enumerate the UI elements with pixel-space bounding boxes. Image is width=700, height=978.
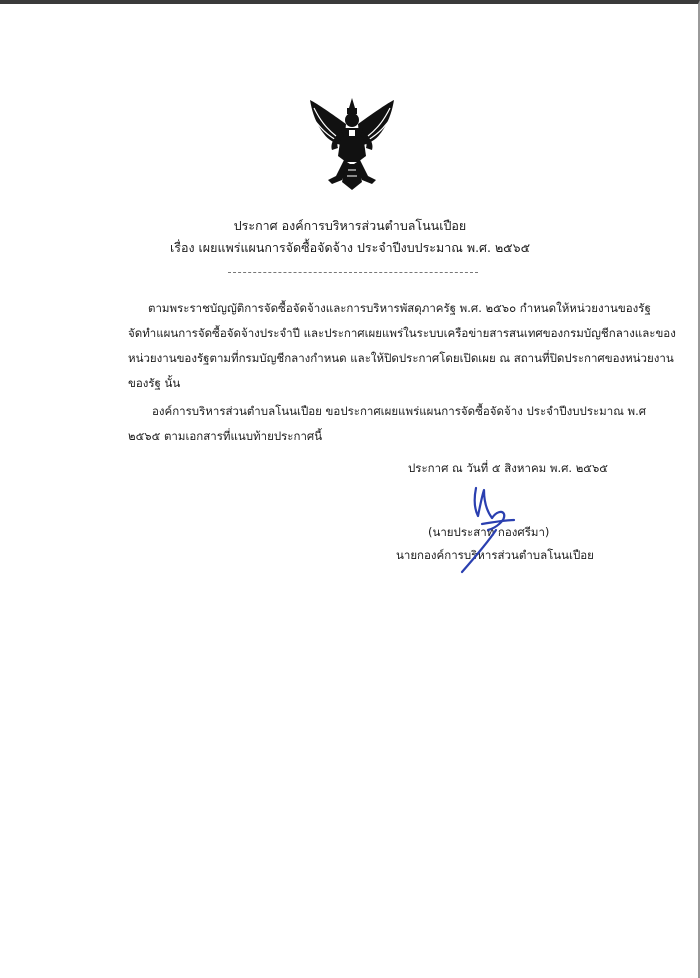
- garuda-emblem-icon: [306, 96, 398, 192]
- paragraph2-line1: องค์การบริหารส่วนตำบลโนนเปือย ขอประกาศเผยแพร่แผนการจัดซื้อจัดจ้าง ประจำปีงบประมาณ พ.ศ: [152, 404, 647, 418]
- paragraph1-line2: จัดทำแผนการจัดซื้อจัดจ้างประจำปี และประกาศเผยแพร่ในระบบเครือข่ายสารสนเทศของกรมบัญชีกลางและของ: [128, 326, 676, 340]
- handwritten-signature: [452, 484, 522, 576]
- paragraph1-line1: ตามพระราชบัญญัติการจัดซื้อจัดจ้างและการบริหารพัสดุภาครัฐ พ.ศ. ๒๕๖๐ กำหนดให้หน่วยงานของรัฐ: [148, 301, 651, 315]
- announcement-date: ประกาศ ณ วันที่ ๕ สิงหาคม พ.ศ. ๒๕๖๕: [408, 461, 609, 475]
- separator-line: [228, 272, 478, 273]
- signer-title: นายกองค์การบริหารส่วนตำบลโนนเปือย: [396, 548, 594, 562]
- announcement-subject: เรื่อง เผยแพร่แผนการจัดซื้อจัดจ้าง ประจำปีงบประมาณ พ.ศ. ๒๕๖๕: [169, 240, 531, 255]
- paragraph1-line4: ของรัฐ นั้น: [128, 376, 181, 390]
- paragraph2-line2: ๒๕๖๕ ตามเอกสารที่แนบท้ายประกาศนี้: [128, 429, 323, 443]
- announcement-title: ประกาศ องค์การบริหารส่วนตำบลโนนเปือย: [233, 218, 467, 233]
- signer-name: (นายประสาท กองศรีมา): [428, 525, 550, 539]
- paragraph1-line3: หน่วยงานของรัฐตามที่กรมบัญชีกลางกำหนด และให้ปิดประกาศโดยเปิดเผย ณ สถานที่ปิดประกาศของหน่วยงาน: [128, 351, 674, 365]
